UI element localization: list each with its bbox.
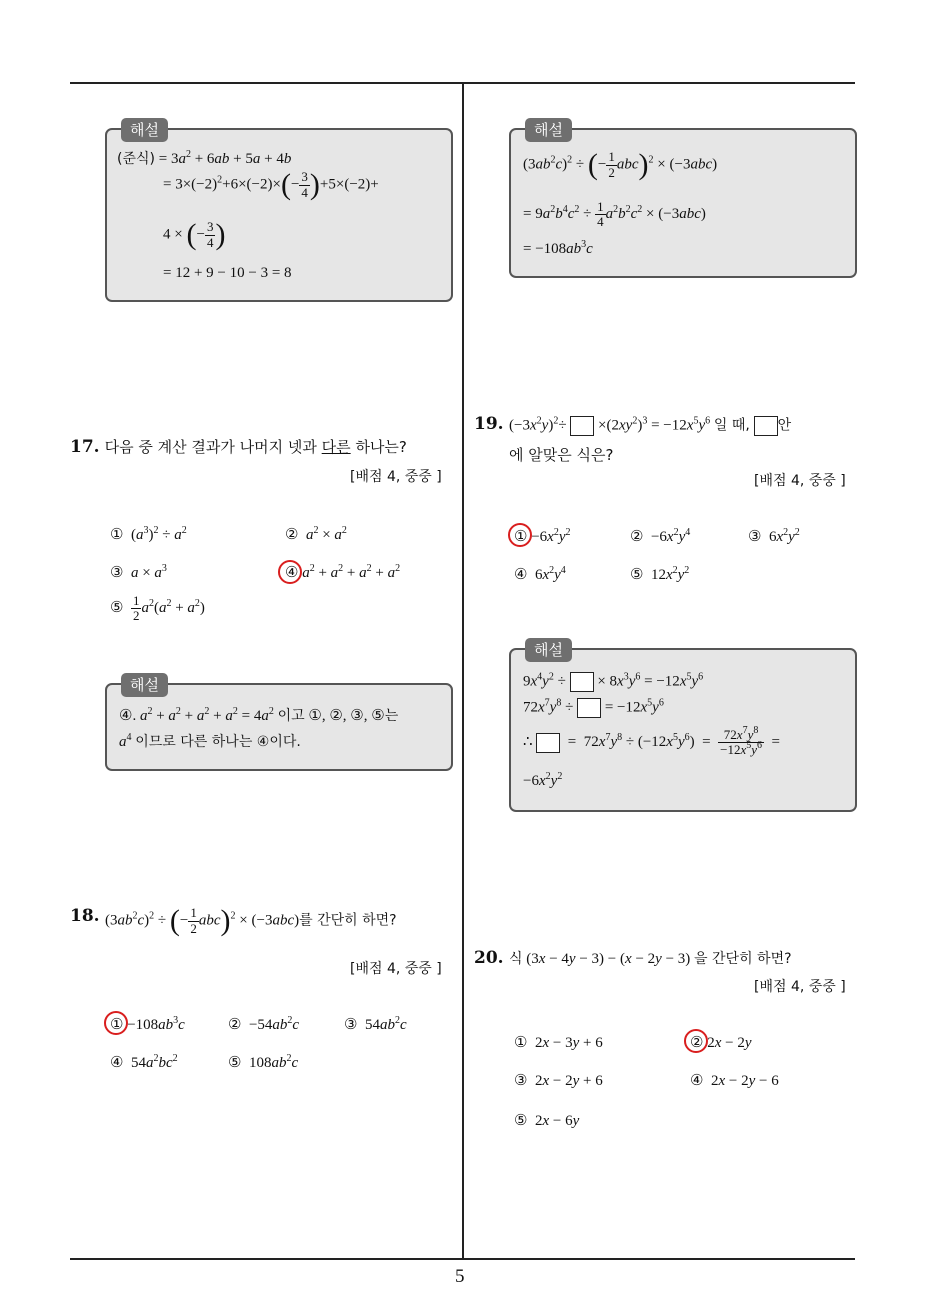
option-1[interactable]: ① $-108ab^3c$ bbox=[110, 1015, 185, 1033]
option-5[interactable]: ⑤ $12x^2y^2$ bbox=[630, 565, 690, 583]
solution-box-17 bbox=[105, 676, 453, 771]
question-text: $(3ab^2c)^2$ ÷ (− $\frac{1}{2}$ abc)$^2$ × (−3abc)를 간단히 하면? bbox=[105, 904, 397, 937]
option-1[interactable]: ① $-6x^2y^2$ bbox=[514, 527, 571, 545]
option-5[interactable]: ⑤ 2x − 6y bbox=[514, 1113, 580, 1129]
option-3[interactable]: ③ $6x^2y^2$ bbox=[748, 527, 800, 545]
option-3[interactable]: ③ 2x − 2y + 6 bbox=[514, 1073, 603, 1089]
option-2[interactable]: ② $a^2 \times a^2$ bbox=[285, 525, 347, 543]
solution-box-18 bbox=[509, 121, 857, 278]
option-3[interactable]: ③ $a \times a^3$ bbox=[110, 563, 167, 581]
question-number: 17. bbox=[70, 437, 100, 457]
answer-mark bbox=[684, 1029, 708, 1053]
question-number: 19. bbox=[474, 414, 504, 434]
question-number: 20. bbox=[474, 948, 504, 968]
solution-line: = $9a^2b^4c^2$ ÷ $\frac{1}{4}$ $a^2b^2c^2 \times (-3abc)$ bbox=[523, 199, 706, 230]
solution-line: (준식) = $3a^2 + 6ab + 5a + 4b$ bbox=[117, 149, 292, 167]
page-number: 5 bbox=[455, 1266, 465, 1287]
solution-label: 해설 bbox=[525, 638, 572, 662]
bottom-rule bbox=[70, 1258, 855, 1260]
question-text: 다음 중 계산 결과가 나머지 넷과 다른 하나는? bbox=[104, 438, 407, 456]
answer-mark bbox=[104, 1011, 128, 1035]
solution-line: = 12 + 9 − 10 − 3 = 8 bbox=[163, 265, 292, 281]
solution-line: ④. $a^2 + a^2 + a^2 + a^2 = 4a^2$ 이고 ①, ②, ③, ⑤는 bbox=[119, 706, 399, 724]
solution-line: 4 × (− $\frac{3}{4}$ ) bbox=[163, 218, 226, 251]
option-4[interactable]: ④ $a^2 + a^2 + a^2 + a^2$ bbox=[285, 563, 401, 581]
solution-box-19 bbox=[509, 641, 857, 812]
solution-line: $-6x^2y^2$ bbox=[523, 771, 563, 789]
solution-line: $a^4$ 이므로 다른 하나는 ④이다. bbox=[119, 732, 301, 750]
points-label: [배점 4, 중중 ] bbox=[754, 979, 846, 995]
option-5[interactable]: ⑤ $108ab^2c$ bbox=[228, 1053, 299, 1071]
question-text: $(-3x^2y)^2\div \times(2xy^2)^3 = -12x^5y^6$ 일 때, 안 bbox=[509, 416, 791, 436]
solution-label: 해설 bbox=[121, 673, 168, 697]
solution-line: $72x^7y^8$ ÷ = $-12x^5y^6$ bbox=[523, 698, 664, 718]
points-label: [배점 4, 중중 ] bbox=[754, 473, 846, 489]
question-text-cont: 에 알맞은 식은? bbox=[509, 446, 614, 464]
answer-mark bbox=[508, 523, 532, 547]
solution-box-16 bbox=[105, 121, 453, 302]
question-text: 식 (3x − 4y − 3) − (x − 2y − 3) 을 간단히 하면? bbox=[509, 951, 792, 967]
solution-line: $9x^4y^2$ ÷ × $8x^3y^6 = -12x^5y^6$ bbox=[523, 672, 703, 692]
option-5[interactable]: ⑤ $\frac{1}{2}$ $a^2(a^2 + a^2)$ bbox=[110, 593, 205, 624]
solution-line: $(3ab^2c)^2$ ÷ (− $\frac{1}{2}$ abc)$^2$ × (−3abc) bbox=[523, 148, 718, 181]
option-3[interactable]: ③ $54ab^2c$ bbox=[344, 1015, 407, 1033]
points-label: [배점 4, 중중 ] bbox=[350, 961, 442, 977]
answer-mark bbox=[278, 560, 302, 584]
column-divider bbox=[462, 84, 464, 1258]
option-1[interactable]: ① $(a^3)^2 \div a^2$ bbox=[110, 525, 187, 543]
solution-label: 해설 bbox=[525, 118, 572, 142]
option-2[interactable]: ② 2x − 2y bbox=[690, 1035, 752, 1051]
option-1[interactable]: ① 2x − 3y + 6 bbox=[514, 1035, 603, 1051]
option-2[interactable]: ② $-6x^2y^4$ bbox=[630, 527, 691, 545]
option-4[interactable]: ④ $6x^2y^4$ bbox=[514, 565, 566, 583]
points-label: [배점 4, 중중 ] bbox=[350, 469, 442, 485]
option-2[interactable]: ② $-54ab^2c$ bbox=[228, 1015, 300, 1033]
solution-line: = $-108ab^3c$ bbox=[523, 239, 593, 257]
solution-line: = $3\times(-2)^2+6\times(-2)\times(-$ $\frac{3}{4}$ )+5×(−2)+ bbox=[163, 168, 379, 201]
option-4[interactable]: ④ $54a^2bc^2$ bbox=[110, 1053, 178, 1071]
question-17 bbox=[70, 436, 455, 457]
solution-line: ∴ = $72x^7y^8 \div (-12x^5y^6)$ = $\frac{72x^7y^8}{-12x^5y^6}$ = bbox=[523, 725, 780, 758]
option-4[interactable]: ④ 2x − 2y − 6 bbox=[690, 1073, 779, 1089]
question-number: 18. bbox=[70, 906, 100, 926]
solution-label: 해설 bbox=[121, 118, 168, 142]
